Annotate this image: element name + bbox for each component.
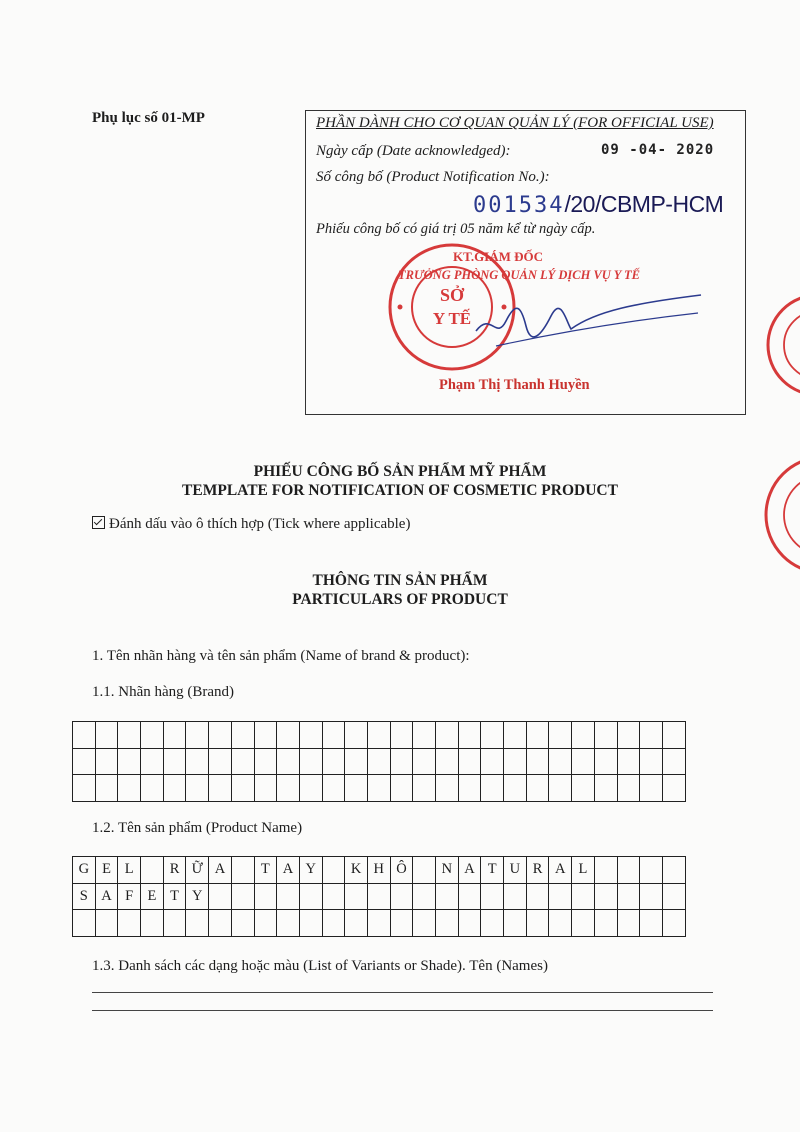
grid-cell: [345, 775, 368, 802]
grid-cell: [277, 748, 300, 775]
tick-instruction: [92, 516, 410, 533]
tick-instruction-text: Đánh dấu vào ô thích hợp (Tick where applicable): [109, 516, 411, 532]
grid-cell: [141, 748, 164, 775]
grid-cell: [322, 748, 345, 775]
signer-name: Phạm Thị Thanh Huyền: [439, 377, 590, 393]
grid-cell: [209, 883, 232, 910]
grid-cell: [572, 748, 595, 775]
grid-cell: [367, 775, 390, 802]
grid-cell: [209, 775, 232, 802]
grid-cell: [254, 775, 277, 802]
grid-cell: [549, 775, 572, 802]
grid-row: [73, 748, 686, 775]
grid-cell: Y: [186, 883, 209, 910]
grid-row: [73, 722, 686, 749]
grid-cell: [617, 910, 640, 937]
grid-cell: [572, 910, 595, 937]
grid-cell: [231, 883, 254, 910]
grid-cell: [617, 775, 640, 802]
grid-cell: [436, 910, 459, 937]
grid-row: [73, 883, 686, 910]
grid-cell: [617, 857, 640, 884]
grid-cell: [299, 748, 322, 775]
grid-cell: [481, 748, 504, 775]
grid-cell: [299, 775, 322, 802]
grid-cell: [413, 775, 436, 802]
grid-cell: H: [367, 857, 390, 884]
grid-cell: [299, 883, 322, 910]
grid-cell: [390, 775, 413, 802]
grid-cell: [458, 775, 481, 802]
grid-cell: [322, 775, 345, 802]
grid-cell: [504, 748, 527, 775]
product-name-grid: [72, 856, 686, 937]
grid-cell: R: [526, 857, 549, 884]
grid-cell: T: [163, 883, 186, 910]
section-title-vi: THÔNG TIN SẢN PHẨM: [312, 572, 488, 589]
grid-cell: [662, 775, 685, 802]
document-title: [0, 462, 800, 500]
grid-cell: L: [118, 857, 141, 884]
seal-text-bottom: Y TẾ: [432, 309, 472, 328]
grid-cell: [458, 722, 481, 749]
grid-cell: A: [458, 857, 481, 884]
notification-number-suffix: /20/CBMP-HCM: [564, 191, 724, 217]
stamp-line-director: KT.GIÁM ĐỐC: [453, 249, 544, 264]
grid-cell: [640, 775, 663, 802]
grid-cell: [662, 910, 685, 937]
grid-cell: [186, 722, 209, 749]
notification-number-digits: 001534: [473, 193, 565, 218]
grid-cell: [118, 910, 141, 937]
grid-cell: [640, 910, 663, 937]
notification-number-value: [473, 191, 723, 218]
grid-cell: [594, 748, 617, 775]
grid-cell: [231, 910, 254, 937]
grid-cell: [436, 748, 459, 775]
grid-cell: [345, 910, 368, 937]
grid-cell: [572, 883, 595, 910]
grid-cell: [186, 775, 209, 802]
grid-cell: [662, 883, 685, 910]
grid-cell: [231, 722, 254, 749]
grid-cell: [458, 748, 481, 775]
grid-cell: [118, 722, 141, 749]
grid-cell: [458, 883, 481, 910]
grid-cell: [436, 722, 459, 749]
grid-cell: [95, 722, 118, 749]
document-title-en: TEMPLATE FOR NOTIFICATION OF COSMETIC PRODUCT: [182, 482, 618, 499]
grid-cell: [277, 775, 300, 802]
grid-cell: L: [572, 857, 595, 884]
grid-cell: [549, 748, 572, 775]
grid-cell: [662, 722, 685, 749]
grid-cell: [413, 883, 436, 910]
grid-cell: [594, 775, 617, 802]
grid-cell: [277, 722, 300, 749]
checked-box-icon: [92, 516, 105, 529]
grid-cell: [617, 722, 640, 749]
grid-cell: [594, 910, 617, 937]
grid-cell: [390, 722, 413, 749]
partial-seal-stamp-upper: [758, 290, 800, 400]
item-1-1-label: 1.1. Nhãn hàng (Brand): [92, 684, 235, 700]
grid-cell: [390, 910, 413, 937]
document-title-vi: PHIẾU CÔNG BỐ SẢN PHẨM MỸ PHẨM: [253, 463, 547, 480]
grid-cell: [617, 748, 640, 775]
grid-cell: [299, 910, 322, 937]
grid-cell: [141, 857, 164, 884]
grid-cell: [141, 775, 164, 802]
grid-cell: [231, 748, 254, 775]
item-1-3-label: 1.3. Danh sách các dạng hoặc màu (List of Variants or Shade). Tên (Names): [92, 958, 548, 974]
grid-row: [73, 857, 686, 884]
grid-cell: [640, 883, 663, 910]
signature-mark: [466, 291, 706, 351]
grid-cell: [209, 748, 232, 775]
grid-cell: [594, 722, 617, 749]
grid-cell: [367, 748, 390, 775]
grid-cell: E: [141, 883, 164, 910]
grid-cell: Ô: [390, 857, 413, 884]
grid-cell: [390, 883, 413, 910]
grid-cell: [73, 722, 96, 749]
grid-cell: [413, 748, 436, 775]
grid-cell: [322, 910, 345, 937]
official-use-title: PHẦN DÀNH CHO CƠ QUAN QUẢN LÝ (FOR OFFICIAL USE): [316, 115, 714, 131]
grid-cell: T: [254, 857, 277, 884]
grid-cell: [640, 857, 663, 884]
grid-cell: A: [277, 857, 300, 884]
stamp-line-department: TRƯỞNG PHÒNG QUẢN LÝ DỊCH VỤ Y TẾ: [398, 268, 640, 282]
grid-cell: [640, 722, 663, 749]
grid-cell: [367, 910, 390, 937]
grid-cell: [662, 857, 685, 884]
section-title-en: PARTICULARS OF PRODUCT: [292, 591, 508, 608]
grid-cell: U: [504, 857, 527, 884]
grid-cell: [231, 775, 254, 802]
grid-cell: [481, 910, 504, 937]
date-acknowledged-label: Ngày cấp (Date acknowledged):: [316, 143, 511, 159]
grid-cell: F: [118, 883, 141, 910]
grid-cell: [617, 883, 640, 910]
grid-cell: S: [73, 883, 96, 910]
grid-cell: [504, 883, 527, 910]
notification-number-label: Số công bố (Product Notification No.):: [316, 169, 550, 185]
grid-cell: [526, 748, 549, 775]
grid-cell: [481, 722, 504, 749]
grid-cell: R: [163, 857, 186, 884]
grid-cell: [662, 748, 685, 775]
grid-cell: A: [95, 883, 118, 910]
grid-cell: [526, 775, 549, 802]
variants-answer-line-1: [92, 992, 713, 993]
grid-cell: [73, 775, 96, 802]
grid-cell: [367, 883, 390, 910]
grid-cell: G: [73, 857, 96, 884]
grid-cell: [254, 883, 277, 910]
item-1-label: 1. Tên nhãn hàng và tên sản phẩm (Name of brand & product):: [92, 648, 470, 664]
grid-cell: Ữ: [186, 857, 209, 884]
grid-cell: [163, 722, 186, 749]
grid-cell: [572, 722, 595, 749]
grid-cell: [163, 910, 186, 937]
grid-cell: [163, 748, 186, 775]
grid-cell: [254, 910, 277, 937]
grid-cell: [413, 910, 436, 937]
grid-cell: [231, 857, 254, 884]
grid-cell: [277, 883, 300, 910]
grid-cell: [594, 857, 617, 884]
grid-cell: [322, 857, 345, 884]
grid-cell: [413, 722, 436, 749]
grid-cell: [73, 748, 96, 775]
grid-cell: [413, 857, 436, 884]
grid-cell: [367, 722, 390, 749]
date-acknowledged-value: 09 -04- 2020: [601, 142, 715, 158]
grid-cell: A: [209, 857, 232, 884]
grid-cell: A: [549, 857, 572, 884]
grid-cell: [95, 775, 118, 802]
grid-cell: [322, 883, 345, 910]
seal-text-top: SỞ: [439, 285, 465, 305]
grid-cell: [549, 883, 572, 910]
grid-cell: [73, 910, 96, 937]
section-title: [0, 571, 800, 609]
grid-cell: [504, 722, 527, 749]
grid-cell: [141, 722, 164, 749]
grid-row: [73, 775, 686, 802]
appendix-label: Phụ lục số 01-MP: [92, 110, 205, 126]
validity-note: Phiếu công bố có giá trị 05 năm kể từ ngày cấp.: [316, 221, 596, 237]
grid-cell: [345, 748, 368, 775]
grid-cell: [186, 910, 209, 937]
grid-cell: Y: [299, 857, 322, 884]
grid-cell: [594, 883, 617, 910]
grid-cell: [526, 910, 549, 937]
grid-cell: [345, 722, 368, 749]
grid-cell: [572, 775, 595, 802]
grid-cell: [254, 748, 277, 775]
grid-cell: [526, 722, 549, 749]
grid-cell: [95, 748, 118, 775]
grid-cell: [299, 722, 322, 749]
grid-cell: N: [436, 857, 459, 884]
grid-cell: [186, 748, 209, 775]
item-1-2-label: 1.2. Tên sản phẩm (Product Name): [92, 820, 303, 836]
grid-cell: [640, 748, 663, 775]
grid-cell: [458, 910, 481, 937]
grid-cell: [481, 883, 504, 910]
grid-cell: [209, 722, 232, 749]
grid-cell: [277, 910, 300, 937]
grid-cell: [118, 748, 141, 775]
brand-grid: [72, 721, 686, 802]
grid-cell: [504, 775, 527, 802]
grid-cell: [118, 775, 141, 802]
grid-cell: [526, 883, 549, 910]
grid-cell: [436, 775, 459, 802]
grid-cell: [481, 775, 504, 802]
grid-cell: [549, 722, 572, 749]
grid-cell: [549, 910, 572, 937]
grid-cell: [436, 883, 459, 910]
grid-cell: T: [481, 857, 504, 884]
grid-cell: [95, 910, 118, 937]
grid-cell: [254, 722, 277, 749]
grid-row: [73, 910, 686, 937]
grid-cell: [345, 883, 368, 910]
grid-cell: [504, 910, 527, 937]
variants-answer-line-2: [92, 1010, 713, 1011]
grid-cell: [209, 910, 232, 937]
grid-cell: K: [345, 857, 368, 884]
grid-cell: [141, 910, 164, 937]
official-use-box: [305, 110, 746, 415]
grid-cell: [322, 722, 345, 749]
grid-cell: E: [95, 857, 118, 884]
grid-cell: [163, 775, 186, 802]
grid-cell: [390, 748, 413, 775]
